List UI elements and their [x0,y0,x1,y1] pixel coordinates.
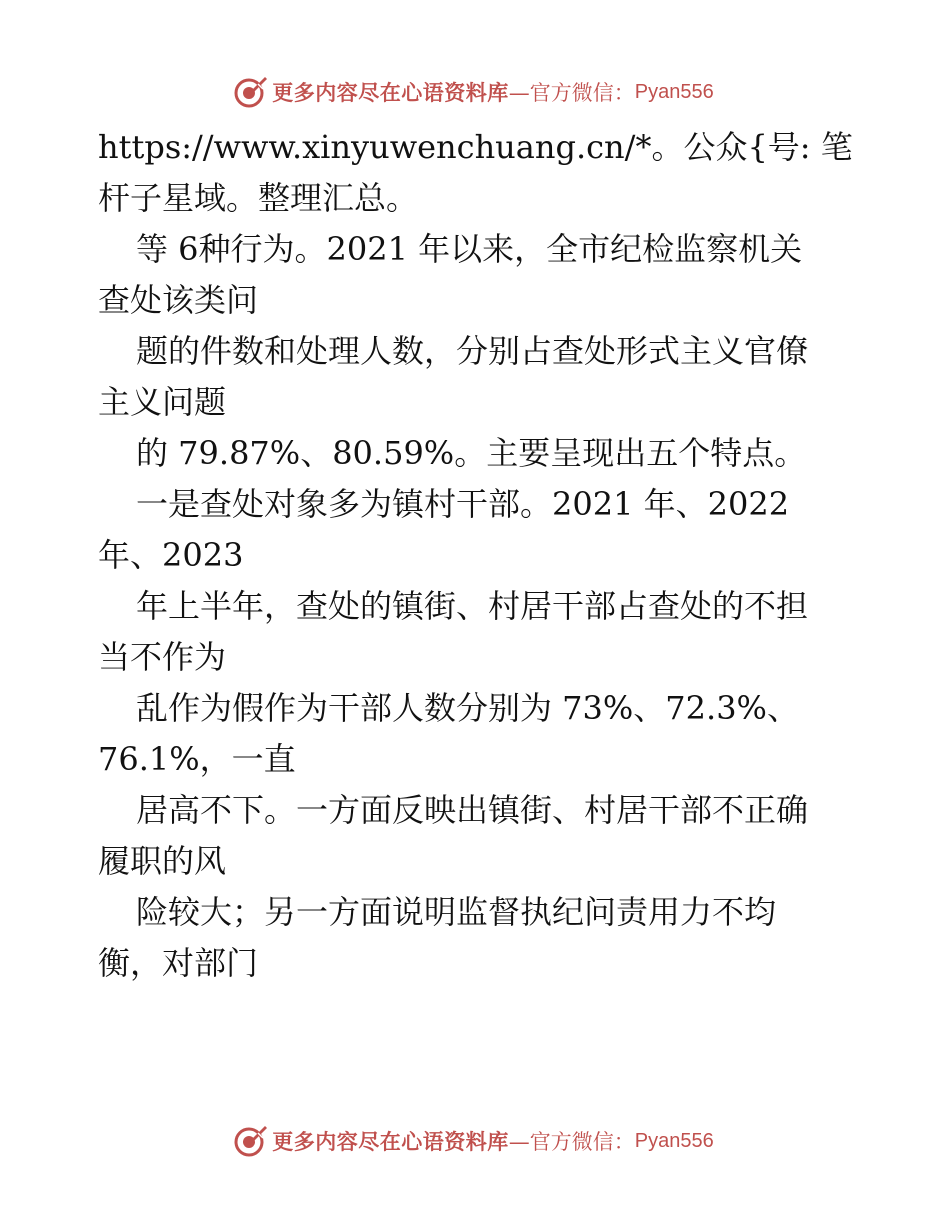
text-line: 险较大；另一方面说明监督执纪问责用力不均 [136,893,777,931]
text-line: 衡，对部门 [98,944,259,982]
footer-banner [0,1121,950,1161]
header-banner-separator: —官方微信： [508,81,635,105]
text-line: 题的件数和处理人数，分别占查处形式主义官僚 [136,332,809,370]
text-line: https://www.xinyuwenchuang.cn/*。公众{号: 笔 [98,128,853,166]
text-line: 履职的风 [98,842,227,880]
text-line: 76.1%，一直 [98,740,296,778]
text-line: 等 6种行为。2021 年以来，全市纪检监察机关 [136,230,803,268]
text-line: 居高不下。一方面反映出镇街、村居干部不正确 [136,791,809,829]
brush-logo-icon [232,1123,268,1159]
text-line: 年、2023 [98,536,244,574]
text-line: 杆子星域。整理汇总。 [98,179,419,217]
text-line: 一是查处对象多为镇村干部。2021 年、2022 [136,485,790,523]
text-line: 乱作为假作为干部人数分别为 73%、72.3%、 [136,689,799,727]
header-banner-wechat-id: Pyan556 [634,80,714,103]
text-line: 查处该类问 [98,281,259,319]
brush-logo-icon [232,74,268,110]
text-line: 年上半年，查处的镇街、村居干部占查处的不担 [136,587,809,625]
footer-banner-wechat-id: Pyan556 [634,1129,714,1152]
body-text [98,122,858,989]
text-line: 当不作为 [98,638,227,676]
text-line: 的 79.87%、80.59%。主要呈现出五个特点。 [136,434,807,472]
footer-banner-text: 更多内容尽在心语资料库 [272,1129,509,1154]
header-banner-text: 更多内容尽在心语资料库 [272,80,509,105]
header-banner [0,72,950,112]
footer-banner-separator: —官方微信： [508,1130,635,1154]
text-line: 主义问题 [98,383,227,421]
